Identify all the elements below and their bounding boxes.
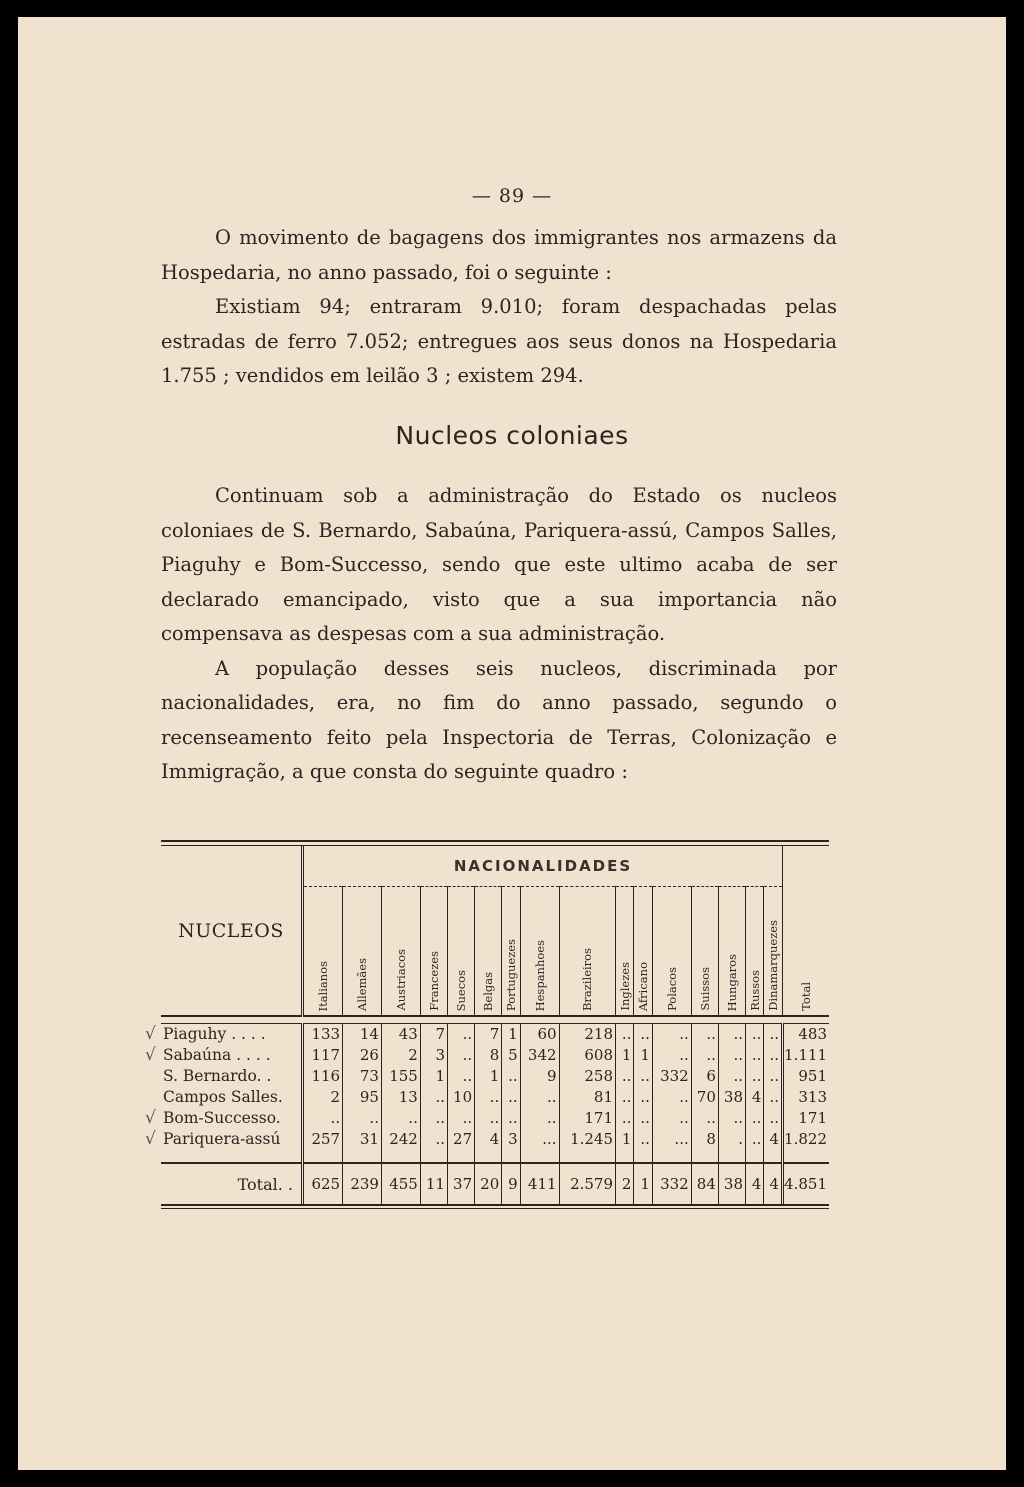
row-total: 483 xyxy=(783,1024,830,1046)
table-cell: 31 xyxy=(343,1129,382,1150)
table-cell: 608 xyxy=(559,1045,615,1066)
table-cell: .. xyxy=(381,1108,420,1129)
table-cell: .. xyxy=(447,1108,474,1129)
table-row xyxy=(161,1108,829,1129)
table-cell: .. xyxy=(520,1108,559,1129)
table-cell: .. xyxy=(447,1024,474,1046)
table-cell: 95 xyxy=(343,1087,382,1108)
section-heading: Nucleos coloniaes xyxy=(395,421,629,450)
table-cell: 7 xyxy=(420,1024,447,1046)
total-cell: 332 xyxy=(652,1163,691,1204)
table-cell: 26 xyxy=(343,1045,382,1066)
table-cell: 1 xyxy=(616,1045,634,1066)
table-cell: .. xyxy=(764,1066,783,1087)
body-text-top xyxy=(161,221,837,394)
column-header: Suissos xyxy=(691,887,718,1017)
column-header: Russos xyxy=(746,887,764,1017)
table-cell: .. xyxy=(502,1066,520,1087)
table-cell: .. xyxy=(718,1108,745,1129)
total-cell: 411 xyxy=(520,1163,559,1204)
table-cell: .. xyxy=(616,1108,634,1129)
column-header: Polacos xyxy=(652,887,691,1017)
table-cell: .. xyxy=(634,1024,652,1046)
table-cell: 13 xyxy=(381,1087,420,1108)
table-cell: 1.245 xyxy=(559,1129,615,1150)
row-total: 951 xyxy=(783,1066,830,1087)
total-cell: 37 xyxy=(447,1163,474,1204)
column-header: Italianos xyxy=(303,887,343,1017)
checkmark-annotation: √ xyxy=(145,1129,156,1149)
paragraph-populacao: A população desses seis nucleos, discriminada por nacionalidades, era, no fim do anno passado, segundo o recenseamento feito pela Inspectoria de Terras, Colonização e Immigração, a que consta do seguinte quadro : xyxy=(161,656,837,783)
table-cell: 3 xyxy=(502,1129,520,1150)
table-cell: .. xyxy=(746,1066,764,1087)
total-label: Total. . xyxy=(161,1163,303,1204)
total-cell: 2.579 xyxy=(559,1163,615,1204)
table-cell: 2 xyxy=(303,1087,343,1108)
table-row xyxy=(161,1129,829,1150)
table-row xyxy=(161,1087,829,1108)
table-cell: 60 xyxy=(520,1024,559,1046)
population-table xyxy=(145,840,829,1209)
table-cell: .. xyxy=(764,1024,783,1046)
total-cell: 455 xyxy=(381,1163,420,1204)
document-page xyxy=(18,17,1006,1470)
table-cell: .. xyxy=(652,1024,691,1046)
column-header: Dinamarquezes xyxy=(764,887,783,1017)
column-header: Suecos xyxy=(447,887,474,1017)
total-cell: 2 xyxy=(616,1163,634,1204)
table-cell: .. xyxy=(343,1108,382,1129)
table-cell: 332 xyxy=(652,1066,691,1087)
table-cell: 258 xyxy=(559,1066,615,1087)
table-cell: .. xyxy=(691,1024,718,1046)
total-cell: 84 xyxy=(691,1163,718,1204)
table-cell: .. xyxy=(502,1087,520,1108)
table-cell: .. xyxy=(746,1024,764,1046)
table-cell: .. xyxy=(634,1108,652,1129)
table-cell: .. xyxy=(634,1129,652,1150)
page-number: — 89 — xyxy=(471,185,553,207)
table-cell: .. xyxy=(616,1087,634,1108)
table-body xyxy=(145,1016,829,1204)
table-cell: .. xyxy=(420,1108,447,1129)
table-cell: .. xyxy=(718,1066,745,1087)
table-cell: .. xyxy=(652,1087,691,1108)
table-cell: .. xyxy=(303,1108,343,1129)
table-bottom-rule xyxy=(161,1204,829,1209)
population-table-grid xyxy=(145,846,829,1204)
table-cell: .. xyxy=(764,1108,783,1129)
table-cell: .. xyxy=(447,1045,474,1066)
table-cell: 3 xyxy=(420,1045,447,1066)
total-cell: 20 xyxy=(475,1163,502,1204)
totals-row xyxy=(161,1163,829,1204)
table-cell: 27 xyxy=(447,1129,474,1150)
row-total: 1.822 xyxy=(784,1130,827,1148)
nucleo-name: √ Sabaúna . . . . xyxy=(161,1045,303,1066)
table-cell: .. xyxy=(746,1045,764,1066)
table-cell: 9 xyxy=(520,1066,559,1087)
table-cell: .. xyxy=(691,1108,718,1129)
total-cell: 4 xyxy=(746,1163,764,1204)
nucleo-name: Campos Salles. xyxy=(161,1087,303,1108)
table-cell: .. xyxy=(652,1108,691,1129)
column-header: Belgas xyxy=(475,887,502,1017)
table-cell: 5 xyxy=(502,1045,520,1066)
paragraph-bagagens: O movimento de bagagens dos immigrantes nos armazens da Hospedaria, no anno passado, foi o seguinte : xyxy=(161,226,837,284)
table-cell: 7 xyxy=(475,1024,502,1046)
table-cell: .. xyxy=(520,1087,559,1108)
nucleo-name: √ Pariquera-assú xyxy=(161,1129,303,1150)
column-header: Hungaros xyxy=(718,887,745,1017)
checkmark-annotation: √ xyxy=(145,1108,156,1128)
table-row xyxy=(161,1024,829,1046)
table-cell: 1 xyxy=(502,1024,520,1046)
table-cell: 1 xyxy=(420,1066,447,1087)
table-cell: 1 xyxy=(475,1066,502,1087)
table-cell: 242 xyxy=(381,1129,420,1150)
table-cell: 38 xyxy=(718,1087,745,1108)
table-cell: .. xyxy=(691,1045,718,1066)
total-cell: 625 xyxy=(303,1163,343,1204)
table-cell: 4 xyxy=(746,1087,764,1108)
column-header: Inglezes xyxy=(616,887,634,1017)
table-row xyxy=(161,1066,829,1087)
total-cell: 38 xyxy=(718,1163,745,1204)
total-cell: 9 xyxy=(502,1163,520,1204)
total-cell: 1 xyxy=(634,1163,652,1204)
table-cell: .. xyxy=(746,1108,764,1129)
checkmark-annotation: √ xyxy=(145,1045,156,1065)
column-header: Allemães xyxy=(343,887,382,1017)
table-cell: 4 xyxy=(475,1129,502,1150)
table-cell: ... xyxy=(652,1129,691,1150)
table-cell: 70 xyxy=(691,1087,718,1108)
table-cell: .. xyxy=(447,1066,474,1087)
table-cell: 14 xyxy=(343,1024,382,1046)
paragraph-continuam: Continuam sob a administração do Estado os nucleos coloniaes de S. Bernardo, Sabaúna, Pariquera-assú, Campos Salles, Piaguhy e Bom-Successo, sendo que este ultimo acaba de ser declarado emancipado, visto que a sua importancia não compensava as despesas com a sua administração. xyxy=(161,484,837,645)
column-header: Portuguezes xyxy=(502,887,520,1017)
table-cell: ... xyxy=(520,1129,559,1150)
table-cell: . xyxy=(718,1129,745,1150)
table-cell: .. xyxy=(764,1087,783,1108)
table-cell: 81 xyxy=(559,1087,615,1108)
paragraph-existiam: Existiam 94; entraram 9.010; foram despachadas pelas estradas de ferro 7.052; entregues aos seus donos na Hospedaria 1.755 ; vendidos em leilão 3 ; existem 294. xyxy=(161,295,837,387)
table-cell: .. xyxy=(502,1108,520,1129)
table-cell: 8 xyxy=(475,1045,502,1066)
total-cell: 239 xyxy=(343,1163,382,1204)
table-cell: 155 xyxy=(381,1066,420,1087)
table-cell: 73 xyxy=(343,1066,382,1087)
table-cell: .. xyxy=(616,1024,634,1046)
table-cell: .. xyxy=(718,1045,745,1066)
table-cell: 2 xyxy=(381,1045,420,1066)
table-cell: 1 xyxy=(634,1045,652,1066)
table-cell: .. xyxy=(652,1045,691,1066)
column-header: Francezes xyxy=(420,887,447,1017)
table-cell: .. xyxy=(420,1087,447,1108)
table-cell: .. xyxy=(475,1108,502,1129)
table-cell: 342 xyxy=(520,1045,559,1066)
table-row xyxy=(161,1045,829,1066)
column-header: Austriacos xyxy=(381,887,420,1017)
table-cell: 10 xyxy=(447,1087,474,1108)
table-cell: .. xyxy=(634,1066,652,1087)
nacionalidades-header: NACIONALIDADES xyxy=(303,846,783,887)
nucleos-header: NUCLEOS xyxy=(161,846,303,1016)
table-cell: 218 xyxy=(559,1024,615,1046)
column-header: Africano xyxy=(634,887,652,1017)
column-header: Hespanhoes xyxy=(520,887,559,1017)
table-cell: .. xyxy=(634,1087,652,1108)
body-text-nucleos xyxy=(161,479,837,790)
table-cell: .. xyxy=(746,1129,764,1150)
nucleo-name: √ Bom-Successo. xyxy=(161,1108,303,1129)
table-cell: 43 xyxy=(381,1024,420,1046)
row-total: 171 xyxy=(783,1108,830,1129)
nucleo-name: S. Bernardo. . xyxy=(161,1066,303,1087)
row-total: 313 xyxy=(783,1087,830,1108)
table-cell: 133 xyxy=(303,1024,343,1046)
table-cell: 117 xyxy=(303,1045,343,1066)
table-cell: .. xyxy=(475,1087,502,1108)
table-cell: 257 xyxy=(303,1129,343,1150)
column-header: Brazileiros xyxy=(559,887,615,1017)
total-cell: 11 xyxy=(420,1163,447,1204)
table-cell: .. xyxy=(616,1066,634,1087)
total-column-header: Total xyxy=(783,846,830,1016)
table-cell: 6 xyxy=(691,1066,718,1087)
checkmark-annotation: √ xyxy=(145,1024,156,1044)
table-cell: 1 xyxy=(616,1129,634,1150)
table-cell: 8 xyxy=(691,1129,718,1150)
table-cell: .. xyxy=(718,1024,745,1046)
row-total: 1.111 xyxy=(784,1046,827,1064)
table-cell: 116 xyxy=(303,1066,343,1087)
table-cell: 4 xyxy=(764,1129,783,1150)
table-cell: .. xyxy=(764,1045,783,1066)
grand-total: 4.851 xyxy=(783,1163,830,1204)
table-cell: .. xyxy=(420,1129,447,1150)
table-cell: 171 xyxy=(559,1108,615,1129)
nucleo-name: √ Piaguhy . . . . xyxy=(161,1024,303,1046)
total-cell: 4 xyxy=(764,1163,783,1204)
